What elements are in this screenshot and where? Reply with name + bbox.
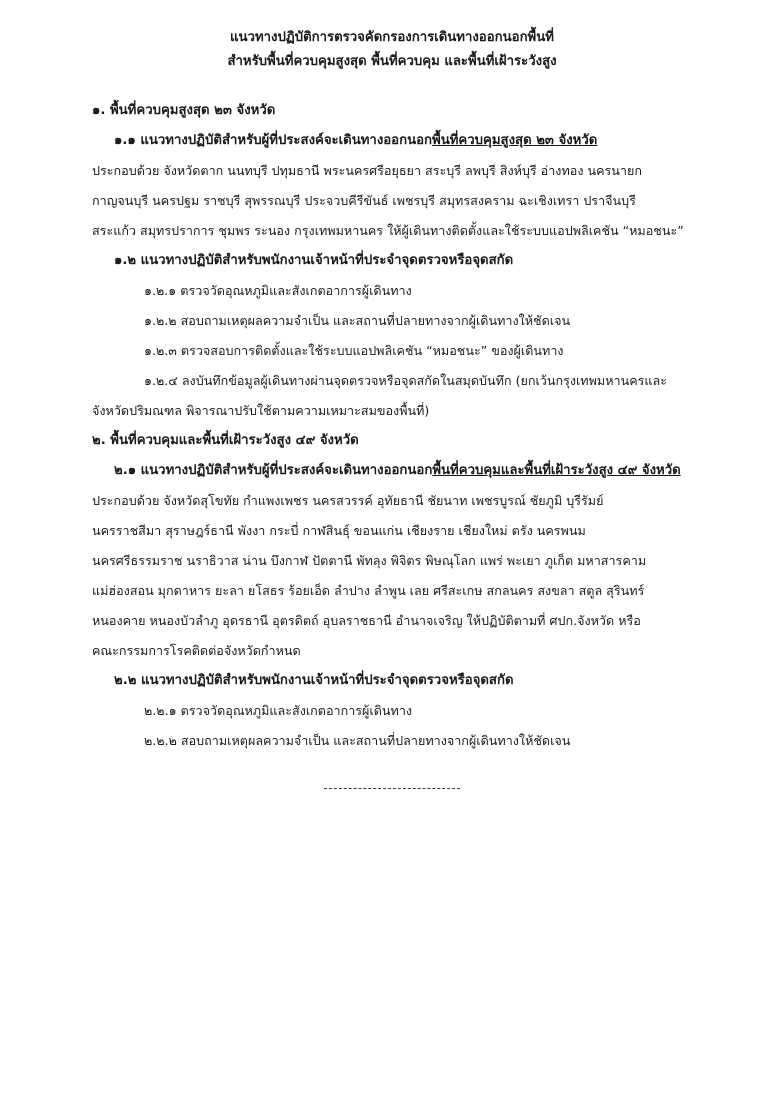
section-2-1-heading-underlined: พื้นที่ควบคุมและพื้นที่เฝ้าระวังสูง ๔๙ จังหวัด	[432, 463, 681, 478]
section-2-1-line: หนองคาย หนองบัวลำภู อุดรธานี อุตรดิตถ์ อุบลราชธานี อำนาจเจริญ ให้ปฏิบัติตามที่ ศปก.จังหวัด หรือ	[92, 613, 641, 628]
title-line-1: แนวทางปฏิบัติการตรวจคัดกรองการเดินทางออกนอกพื้นที่	[230, 30, 554, 45]
section-2-1-line: แม่ฮ่องสอน มุกดาหาร ยะลา ยโสธร ร้อยเอ็ด ลำปาง ลำพูน เลย ศรีสะเกษ สกลนคร สงขลา สตูล สุรินทร์	[92, 583, 645, 598]
section-2-1-heading-prefix: ๒.๑ แนวทางปฏิบัติสำหรับผู้ที่ประสงค์จะเดินทางออกนอก	[114, 463, 433, 478]
section-1-1-body	[92, 156, 692, 246]
section-1-1-line: กาญจนบุรี นครปฐม ราชบุรี สุพรรณบุรี ประจวบคีรีขันธ์ เพชรบุรี สมุทรสงคราม ฉะเชิงเทรา ปราจีนบุรี	[92, 193, 636, 208]
section-1-1-heading	[114, 126, 692, 156]
list-item: ๒.๒.๒ สอบถามเหตุผลความจำเป็น และสถานที่ปลายทางจากผู้เดินทางให้ชัดเจน	[144, 733, 571, 748]
list-item-4-line-2: จังหวัดปริมณฑล พิจารณาปรับใช้ตามความเหมาะสมของพื้นที่)	[92, 403, 430, 418]
section-1-2-heading: ๑.๒ แนวทางปฏิบัติสำหรับพนักงานเจ้าหน้าที่ประจำจุดตรวจหรือจุดสกัด	[114, 253, 514, 268]
title-line-2: สำหรับพื้นที่ควบคุมสูงสุด พื้นที่ควบคุม และพื้นที่เฝ้าระวังสูง	[227, 54, 557, 69]
section-2-2-list	[92, 696, 692, 756]
end-divider	[92, 770, 692, 800]
section-1-1-line: สระแก้ว สมุทรปราการ ชุมพร ระนอง กรุงเทพมหานคร ให้ผู้เดินทางติดตั้งและใช้ระบบแอปพลิเคชัน “หมอชนะ”	[92, 223, 684, 238]
section-2-1-line: นครราชสีมา สุราษฎร์ธานี พังงา กระบี่ กาฬสินธุ์ ขอนแก่น เชียงราย เชียงใหม่ ตรัง นครพนม	[92, 523, 586, 538]
section-2-1-line: ประกอบด้วย จังหวัดสุโขทัย กำแพงเพชร นครสวรรค์ อุทัยธานี ชัยนาท เพชรบูรณ์ ชัยภูมิ บุรีรัมย์	[92, 493, 604, 508]
list-item: ๑.๒.๒ สอบถามเหตุผลความจำเป็น และสถานที่ปลายทางจากผู้เดินทางให้ชัดเจน	[144, 313, 571, 328]
section-2-1-heading	[114, 456, 692, 486]
section-2-1-line: นครศรีธรรมราช นราธิวาส น่าน บึงกาฬ ปัตตานี พัทลุง พิจิตร พิษณุโลก แพร่ พะเยา ภูเก็ต มหาสารคาม	[92, 553, 647, 568]
list-item: ๒.๒.๑ ตรวจวัดอุณหภูมิและสังเกตอาการผู้เดินทาง	[144, 703, 413, 718]
section-2-2-heading: ๒.๒ แนวทางปฏิบัติสำหรับพนักงานเจ้าหน้าที่ประจำจุดตรวจหรือจุดสกัด	[114, 673, 514, 688]
dashed-line	[324, 788, 460, 789]
section-2-heading: ๒. พื้นที่ควบคุมและพื้นที่เฝ้าระวังสูง ๔๙ จังหวัด	[92, 433, 359, 448]
list-item: ๑.๒.๑ ตรวจวัดอุณหภูมิและสังเกตอาการผู้เดินทาง	[144, 283, 412, 298]
section-1-1-heading-underlined: พื้นที่ควบคุมสูงสุด ๒๓ จังหวัด	[432, 133, 598, 148]
list-item-4-line-1: ๑.๒.๔ ลงบันทึกข้อมูลผู้เดินทางผ่านจุดตรวจหรือจุดสกัดในสมุดบันทึก (ยกเว้นกรุงเทพมหานครและ	[144, 373, 667, 388]
section-1-heading: ๑. พื้นที่ควบคุมสูงสุด ๒๓ จังหวัด	[92, 103, 276, 118]
list-item: ๑.๒.๓ ตรวจสอบการติดตั้งและใช้ระบบแอปพลิเคชัน “หมอชนะ” ของผู้เดินทาง	[144, 343, 564, 358]
section-1-1-heading-prefix: ๑.๑ แนวทางปฏิบัติสำหรับผู้ที่ประสงค์จะเดินทางออกนอก	[114, 133, 433, 148]
section-1-2-list	[92, 276, 692, 426]
section-1-1-line: ประกอบด้วย จังหวัดตาก นนทบุรี ปทุมธานี พระนครศรีอยุธยา สระบุรี ลพบุรี สิงห์บุรี อ่างทอง นครนายก	[92, 163, 642, 178]
section-2-1-body	[92, 486, 692, 666]
document-title	[92, 26, 692, 74]
section-2-1-line: คณะกรรมการโรคติดต่อจังหวัดกำหนด	[92, 643, 301, 658]
